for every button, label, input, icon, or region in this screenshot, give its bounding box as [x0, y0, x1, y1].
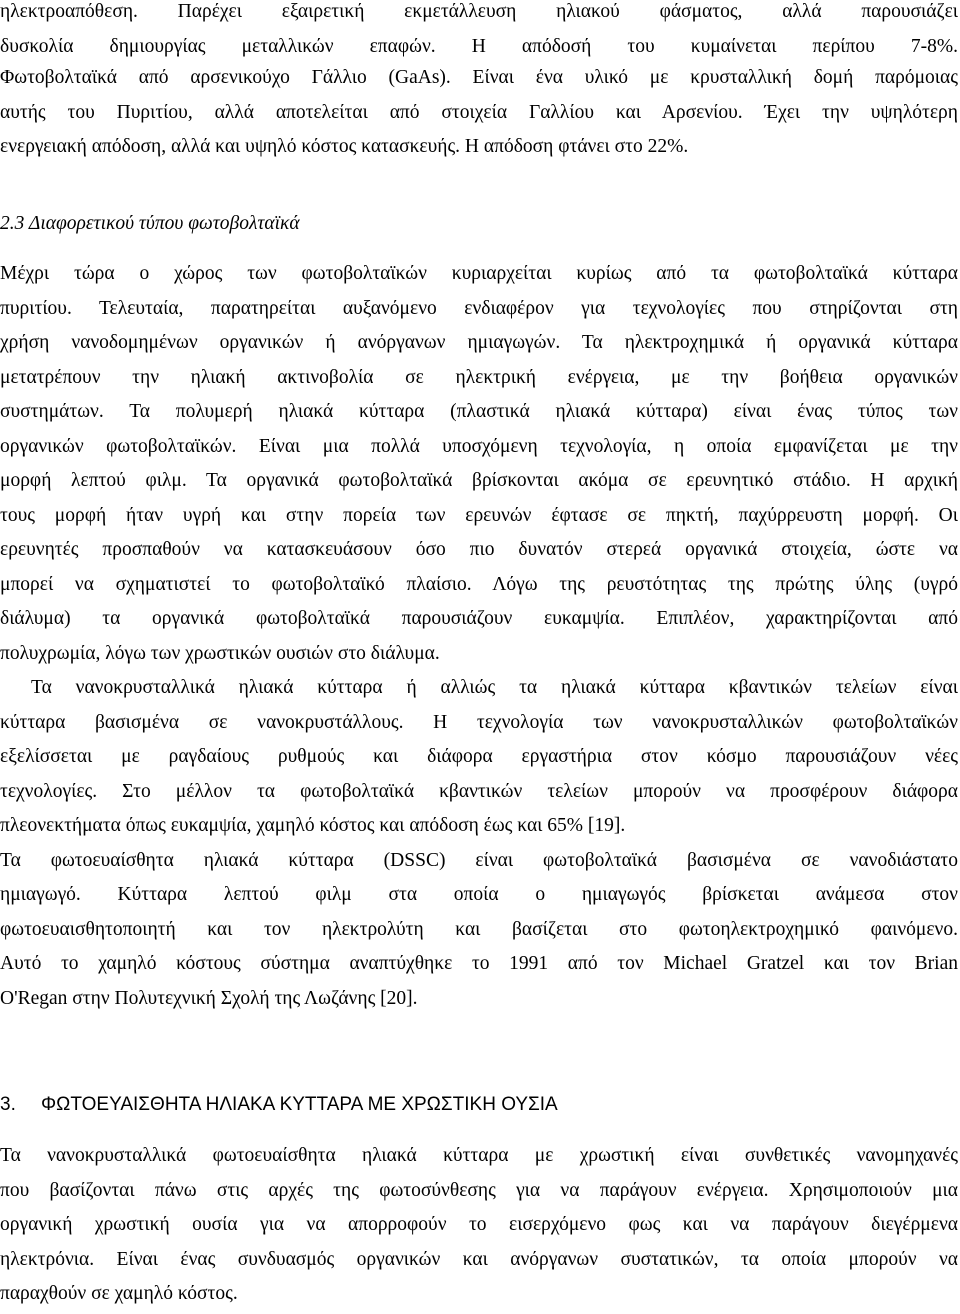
- section-title: Διαφορετικού τύπου φωτοβολταϊκά: [28, 213, 300, 234]
- text-line: πλεονεκτήματα όπως ευκαμψία, χαμηλό κόστος και απόδοση έως και 65% [19].: [0, 815, 626, 836]
- text-line: διάλυμα) τα οργανικά φωτοβολταϊκά παρουσιάζουν ευκαμψία. Επιπλέον, χαρακτηρίζονται από: [0, 608, 958, 629]
- section-number: 2.3: [0, 213, 25, 234]
- text-line: ερευνητές προσπαθούν να κατασκευάσουν όσο πιο δυνατόν στερεά οργανικά στοιχεία, ώστε να: [0, 539, 958, 560]
- text-line: χρήση νανοδομημένων οργανικών ή ανόργανων ημιαγωγών. Τα ηλεκτροχημικά ή οργανικά κύτταρα: [0, 332, 958, 353]
- text-line: μπορεί να σχηματιστεί το φωτοβολταϊκό πλαίσιο. Λόγω της ρευστότητας της πρώτης ύλης (υγρό: [0, 574, 958, 595]
- text-line: μορφή λεπτού φιλμ. Τα οργανικά φωτοβολταϊκά βρίσκονται ακόμα σε ερευνητικό στάδιο. Η αρχική: [0, 470, 958, 491]
- text-line: Τα νανοκρυσταλλικά ηλιακά κύτταρα ή αλλιώς τα ηλιακά κύτταρα κβαντικών τελείων είναι: [31, 677, 958, 698]
- text-line: οργανικών φωτοβολταϊκών. Είναι μια πολλά υποσχόμενη τεχνολογία, η οποία εμφανίζεται με την: [0, 436, 958, 457]
- text-line: ηλεκτροαπόθεση. Παρέχει εξαιρετική εκμετάλλευση ηλιακού φάσματος, αλλά παρουσιάζει: [0, 1, 958, 22]
- text-line: Τα νανοκρυσταλλικά φωτοευαίσθητα ηλιακά κύτταρα με χρωστική είναι συνθετικές νανομηχανές: [0, 1145, 958, 1166]
- text-line: φωτοευαισθητοποιητή και τον ηλεκτρολύτη και βασίζεται στο φωτοηλεκτροχημικό φαινόμενο.: [0, 919, 958, 940]
- text-line: ημιαγωγό. Κύτταρα λεπτού φιλμ στα οποία ο ημιαγωγός βρίσκεται ανάμεσα στον: [0, 884, 958, 905]
- text-line: παραχθούν σε χαμηλό κόστος.: [0, 1283, 238, 1304]
- text-line: τεχνολογίες. Στο μέλλον τα φωτοβολταϊκά κβαντικών τελείων μπορούν να προσφέρουν διάφορα: [0, 781, 958, 802]
- text-line: τους μορφή ήταν υγρή και στην πορεία των ερευνών έφτασε σε πηκτή, παχύρρευστη μορφή. Οι: [0, 505, 958, 526]
- section-title: ΦΩΤΟΕΥΑΙΣΘΗΤΑ ΗΛΙΑΚΑ ΚΥΤΤΑΡΑ ΜΕ ΧΡΩΣΤΙΚΗ ΟΥΣΙΑ: [41, 1094, 558, 1115]
- text-line: Αυτό το χαμηλό κόστους σύστημα αναπτύχθηκε το 1991 από τον Michael Gratzel και τον Brian: [0, 953, 958, 974]
- text-line: ηλεκτρόνια. Είναι ένας συνδυασμός οργανικών και ανόργανων συστατικών, τα οποία μπορούν να: [0, 1249, 958, 1270]
- text-line: πολυχρωμία, λόγω των χρωστικών ουσιών στο διάλυμα.: [0, 643, 440, 664]
- text-line: Μέχρι τώρα ο χώρος των φωτοβολταϊκών κυριαρχείται κυρίως από τα φωτοβολταϊκά κύτταρα: [0, 263, 958, 284]
- text-line: πυριτίου. Τελευταία, παρατηρείται αυξανόμενο ενδιαφέρον για τεχνολογίες που στηρίζονται στη: [0, 298, 958, 319]
- text-line: ενεργειακή απόδοση, αλλά και υψηλό κόστος κατασκευής. Η απόδοση φτάνει στο 22%.: [0, 136, 689, 157]
- text-line: O'Regan στην Πολυτεχνική Σχολή της Λωζάνης [20].: [0, 988, 418, 1009]
- text-line: που βασίζονται πάνω στις αρχές της φωτοσύνθεσης για να παράγουν ενέργεια. Χρησιμοποιούν μια: [0, 1180, 958, 1201]
- text-line: μετατρέπουν την ηλιακή ακτινοβολία σε ηλεκτρική ενέργεια, με την βοήθεια οργανικών: [0, 367, 958, 388]
- text-line: Τα φωτοευαίσθητα ηλιακά κύτταρα (DSSC) είναι φωτοβολταϊκά βασισμένα σε νανοδιάστατο: [0, 850, 958, 871]
- text-line: συστημάτων. Τα πολυμερή ηλιακά κύτταρα (πλαστικά ηλιακά κύτταρα) είναι ένας τύπος των: [0, 401, 958, 422]
- text-line: κύτταρα βασισμένα σε νανοκρυστάλλους. Η τεχνολογία των νανοκρυσταλλικών φωτοβολταϊκών: [0, 712, 958, 733]
- section-heading: [0, 1093, 558, 1117]
- text-line: Φωτοβολταϊκά από αρσενικούχο Γάλλιο (GaAs). Είναι ένα υλικό με κρυσταλλική δομή παρόμοιας: [0, 67, 958, 88]
- text-line: δυσκολία δημιουργίας μεταλλικών επαφών. Η απόδοσή του κυμαίνεται περίπου 7-8%.: [0, 36, 958, 57]
- section-number: 3.: [0, 1094, 16, 1115]
- text-line: εξελίσσεται με ραγδαίους ρυθμούς και διάφορα εργαστήρια στον κόσμο παρουσιάζουν νέες: [0, 746, 958, 767]
- section-subheading: [0, 212, 300, 236]
- text-line: αυτής του Πυριτίου, αλλά αποτελείται από στοιχεία Γαλλίου και Αρσενίου. Έχει την υψηλότερη: [0, 102, 958, 123]
- text-line: οργανική χρωστική ουσία για να απορροφούν το εισερχόμενο φως και να παράγουν διεγέρμενα: [0, 1214, 958, 1235]
